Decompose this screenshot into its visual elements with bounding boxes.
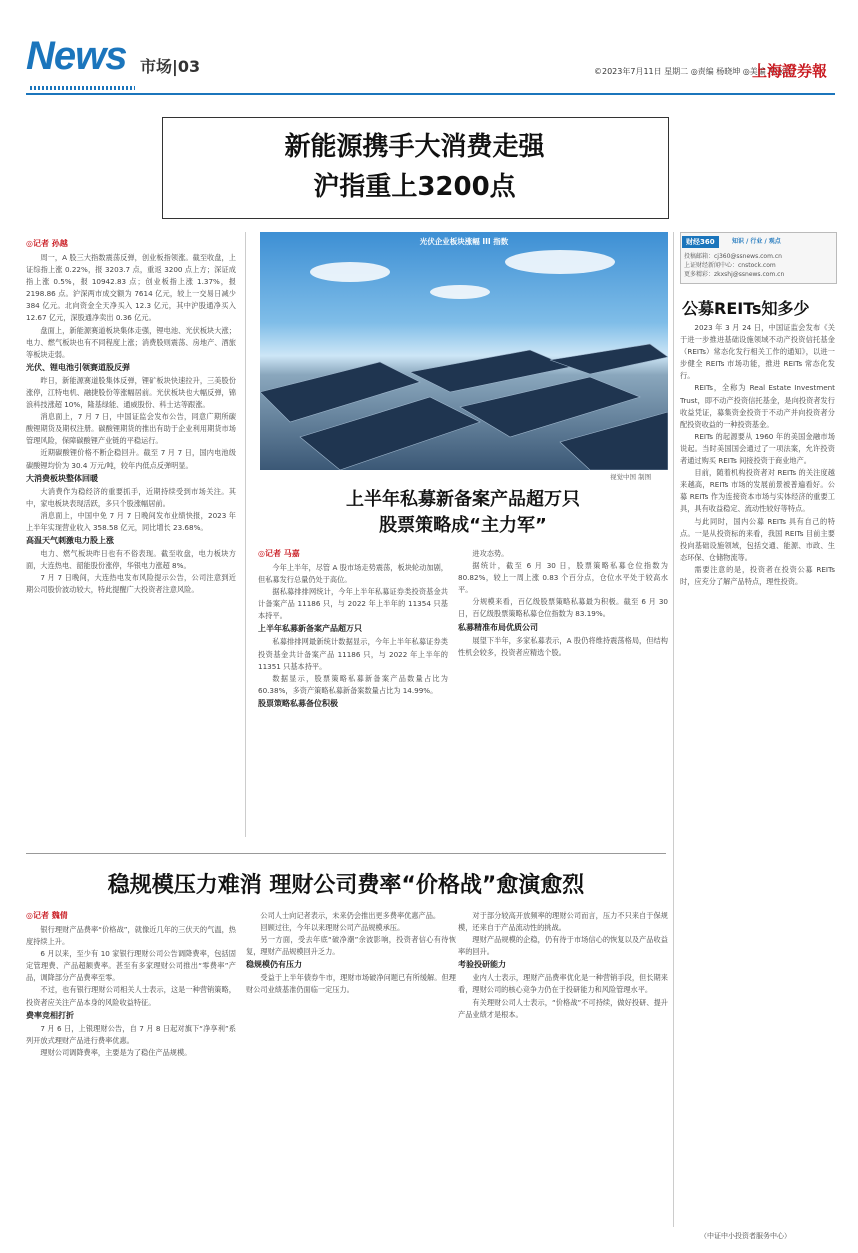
paragraph: 银行理财产品费率“价格战”，就像近几年的三伏天的气温，热度持续上升。 [26, 925, 236, 947]
subheading: 费率竞相打折 [26, 1010, 74, 1020]
paragraph: 对于部分较高开放频率的理财公司而言，压力不只来自于保规模，还来自于产品流动性的挑战。 [458, 911, 668, 933]
paragraph: 另一方面，受去年底“破净潮”余波影响，投资者信心有待恢复，理财产品规模回升乏力。 [246, 935, 456, 957]
sidebar-contact-3: 更多精彩：zkxshj@ssnews.com.cn [684, 271, 785, 278]
paragraph: 盘面上，新能源赛道板块集体走强，锂电池、光伏板块大涨；电力、燃气板块也有不同程度上涨；消费股则震荡、房地产、酒旅等板块走弱。 [26, 325, 236, 359]
sidebar-rule [673, 232, 674, 1227]
story3-column2 [246, 910, 456, 1229]
subheading: 高温天气刺激电力股上涨 [26, 535, 114, 545]
masthead-rule [26, 93, 835, 95]
sidebar-tag: 财经360 [682, 236, 719, 248]
sidebar-footnote: （中证中小投资者服务中心） [700, 1232, 791, 1240]
paragraph: 私募排排网最新统计数据显示，今年上半年私募证券类投资基金共计备案产品 11186 只，与 2022 年上半年的 11351 只基本持平。 [258, 637, 448, 671]
subheading: 股票策略私募备位积极 [258, 698, 338, 708]
subheading: 光伏、锂电池引领赛道股反弹 [26, 362, 130, 372]
paragraph: 回顾过往，今年以来理财公司产品规模承压。 [260, 923, 405, 933]
paragraph: 业内人士表示，理财产品费率优化是一种营销手段，但长期来看，理财公司的核心竞争力仍在于投研能力和风险管理水平。 [458, 973, 668, 995]
paragraph: 有关理财公司人士表示，“价格战”不可持续，做好投研、提升产品业绩才是根本。 [458, 997, 668, 1019]
subheading: 考验投研能力 [458, 960, 506, 970]
byline-story2: ◎记者 马嘉 [258, 549, 300, 558]
paragraph: 展望下半年，多家私募表示，A 股仍将维持震荡格局，但结构性机会较多，投资者应精选个股。 [458, 635, 668, 657]
paragraph: 进攻态势。 [472, 549, 509, 558]
subheading: 大消费板块整体回暖 [26, 473, 98, 483]
headline-main-line2: 沪指重上3200点 [313, 172, 516, 202]
subheading: 稳规模仍有压力 [246, 960, 302, 970]
paragraph: 7 月 7 日晚间，大连热电发布风险提示公告，公司注意到近期公司股价波动较大，特此提醒广大投资者注意风险。 [26, 573, 236, 595]
paragraph: 周一，A 股三大指数震荡反弹，创业板指领涨。截至收盘，上证综指上涨 0.22%，报 3203.7 点，重返 3200 点上方；深证成指上涨 0.5%，报 10942.83 点；创业板指上涨 1.37%，报 2198.86 点。沪深两市成交额为 7614 亿元，较上一交易日减少 384 亿元。北向资金全天净买入 12.3 亿元，其中沪股通净买入 12.67 亿元，深股通净卖出 0.36 亿元。 [26, 253, 236, 323]
paragraph: 6 月以来，至少有 10 家银行理财公司公告调降费率，包括固定管理费、产品超额费率。甚至有多家理财公司推出“零费率”产品，调降部分产品费率至零。 [26, 949, 236, 983]
sidebar-headline: 公募REITs知多少 [682, 299, 810, 318]
section-rule [26, 853, 666, 854]
story3-column1 [26, 924, 236, 1229]
story2-column1 [258, 562, 448, 840]
newspaper-logo: 上海證券報 [752, 62, 828, 80]
story2-column2 [458, 548, 668, 840]
headline-story3: 稳规模压力难消 理财公司费率“价格战”愈演愈烈 [107, 873, 585, 898]
paragraph: 需要注意的是，投资者在投资公募 REITs 时，应充分了解产品特点，理性投资。 [680, 564, 835, 586]
paragraph: REITs，全称为 Real Estate Investment Trust，即不动产投资信托基金，是向投资者发行收益凭证，募集资金投资于不动产并向投资者分配投资收益的一种投资基金。 [680, 383, 835, 429]
solar-panels-photo [260, 232, 668, 470]
headline-story2-line1: 上半年私募新备案产品超万只 [346, 489, 580, 510]
paragraph: 公司人士向记者表示，未来仍会推出更多费率优惠产品。 [260, 911, 441, 920]
paragraph: REITs 的起源要从 1960 年的美国金融市场说起。当时美国国会通过了一项法案，允许投资者通过购买 REITs 间接投资于商业地产。 [680, 431, 835, 466]
paragraph: 大消费作为稳经济的重要抓手，近期持续受到市场关注。其中，家电板块表现活跃，多只个股涨幅居前。 [26, 486, 236, 508]
paragraph: 今年上半年，尽管 A 股市场走势震荡，板块轮动加剧，但私募发行总量仍处于高位。 [258, 563, 448, 585]
section-label: 市场|03 [140, 57, 201, 76]
paragraph: 据私募排排网统计，今年上半年私募证券类投资基金共计备案产品 11186 只，与 2022 年上半年的 11354 只基本持平。 [258, 587, 448, 621]
paragraph: 数据显示，股票策略私募新备案产品数量占比为 60.38%，多资产策略私募新备案数量占比为 14.99%。 [258, 673, 448, 695]
byline-story3: ◎记者 魏倩 [26, 911, 68, 920]
story3-column3 [458, 910, 668, 1229]
sidebar-contact-1: 投稿邮箱：cj360@ssnews.com.cn [684, 253, 782, 260]
subheading: 私募精准布局优质公司 [458, 622, 538, 632]
sidebar-contact-2: 上证财经新闻中心：cnstock.com [684, 262, 776, 269]
solar-panels-illustration [260, 232, 668, 470]
paragraph: 理财产品规模的企稳，仍有待于市场信心的恢复以及产品收益率的回升。 [458, 935, 668, 957]
paragraph: 消息面上，7 月 7 日，中国证监会发布公告，同意广期所碳酸锂期货及期权注册。碳酸锂期货的推出有助于企业利用期货市场管理风险，保障碳酸锂产业链的平稳运行。 [26, 412, 236, 446]
paragraph: 不过，也有银行理财公司相关人士表示，这是一种营销策略，投资者应关注产品本身的风险收益特征。 [26, 985, 236, 1007]
subheading: 上半年私募新备案产品超万只 [258, 624, 362, 634]
photo-caption-tag: 光伏企业板块涨幅 III 指数 [419, 237, 509, 246]
paragraph: 电力、燃气板块昨日也有不俗表现。截至收盘，电力板块方面，大连热电、韶能股份涨停，华银电力涨超 8%。 [26, 548, 236, 571]
headline-story2-line2: 股票策略成“主力军” [379, 515, 547, 536]
logo-news: News [26, 34, 127, 78]
dateline: ©2023年7月11日 星期二 ◎责编 杨晓坤 ◎美编 何永欣 [594, 67, 793, 76]
sidebar-subtag: 知识 / 行业 / 观点 [732, 238, 781, 245]
paragraph: 与此同时，国内公募 REITs 具有自己的特点。一是从投资标的来看，我国 REITs 目前主要投向基础设施领域，包括交通、能源、市政、生态环保、仓储物流等。 [680, 516, 835, 562]
photo-credit: 视觉中国 制图 [610, 473, 652, 481]
paragraph: 2023 年 3 月 24 日，中国证监会发布《关于进一步推进基础设施领域不动产投资信托基金（REITs）常态化发行相关工作的通知》，以进一步健全 REITs 市场功能，推进 REITs 常态化发行。 [680, 323, 835, 381]
byline-story1: ◎记者 孙越 [26, 239, 68, 248]
sidebar-body [680, 322, 835, 1227]
paragraph: 目前，随着机构投资者对 REITs 的关注度越来越高，REITs 市场的发展前景被普遍看好。公募 REITs 作为连接资本市场与实体经济的重要工具，具有收益稳定、流动性较好等特点。 [680, 468, 835, 514]
paragraph: 7 月 6 日，上银理财公告，自 7 月 8 日起对旗下“净享利”系列开放式理财产品进行费率优惠。 [26, 1023, 236, 1045]
paragraph: 分规模来看，百亿级股票策略私募最为积极。截至 6 月 30 日，百亿级股票策略私募仓位指数为 83.19%。 [458, 597, 668, 619]
headline-main-line1: 新能源携手大消费走强 [284, 132, 545, 162]
column-rule [245, 232, 246, 837]
paragraph: 据统计，截至 6 月 30 日，股票策略私募仓位指数为 80.82%，较上一周上涨 0.83 个百分点，仓位水平处于较高水平。 [458, 561, 668, 595]
paragraph: 受益于上半年债券牛市，理财市场破净问题已有所缓解。但理财公司业绩基准仍面临一定压力。 [246, 973, 456, 995]
paragraph: 昨日，新能源赛道股集体反弹，锂矿板块快速拉升，三美股份涨停，江特电机、融捷股份等涨幅居前。光伏板块也大幅反弹，锦浪科技涨超 10%，隆基绿能、通威股份、科士达等跟涨。 [26, 375, 236, 410]
story1-column1 [26, 252, 236, 840]
paragraph: 近期碳酸锂价格不断企稳回升。截至 7 月 7 日，国内电池级碳酸锂均价为 30.4 万元/吨，较年内低点反弹明显。 [26, 448, 236, 470]
paragraph: 消息面上，中国中免 7 月 7 日晚间发布业绩快报，2023 年上半年实现营业收入 358.58 亿元，同比增长 23.68%。 [26, 510, 236, 532]
logo-decoration [30, 86, 135, 90]
paragraph: 理财公司调降费率，主要是为了稳住产品规模。 [40, 1047, 192, 1057]
